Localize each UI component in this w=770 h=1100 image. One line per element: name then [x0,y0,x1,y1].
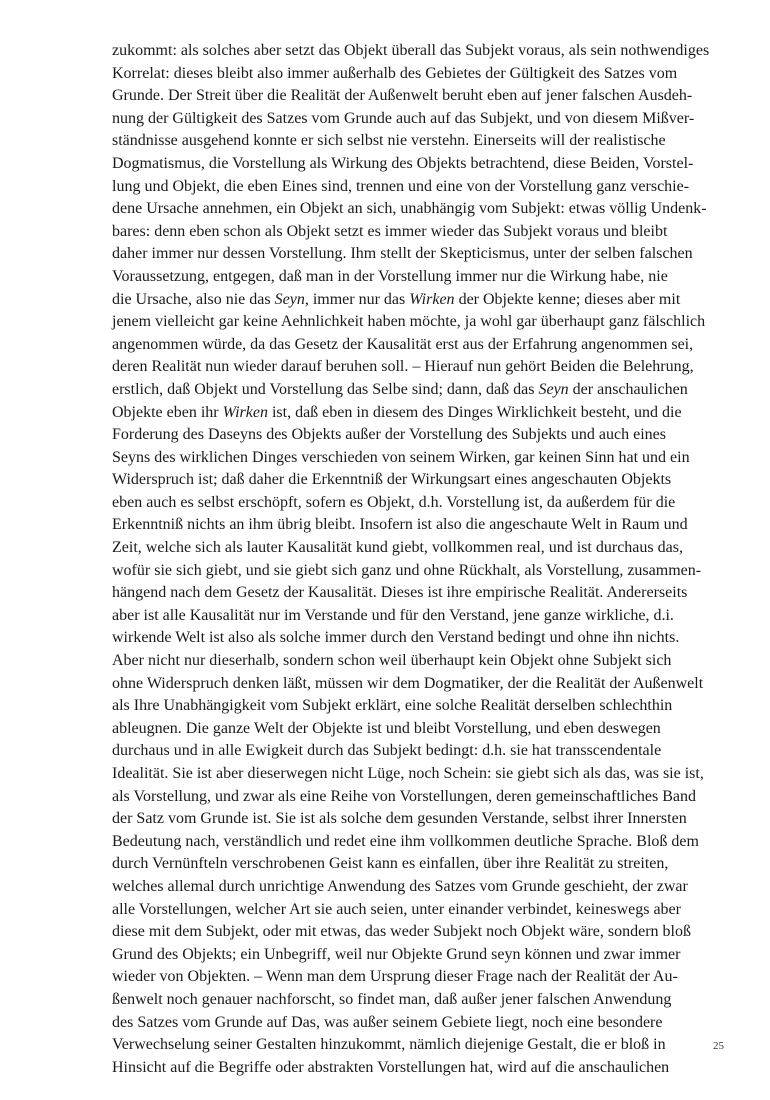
emphasized-word: Seyn [538,380,569,398]
text-line: zukommt: als solches aber setzt das Objekt überall das Subjekt voraus, als sein nothwendiges [112,42,710,59]
emphasized-word: Wirken [409,290,455,308]
text-line: Grunde. Der Streit über die Realität der Außenwelt beruht eben auf jener falschen Ausdeh- [112,87,693,105]
text-line: deren Realität nun wieder darauf beruhen soll. – Hierauf nun gehört Beiden die Belehrung, [112,358,694,376]
text-line: eben auch es selbst erschöpft, sofern es Objekt, d.h. Vorstellung ist, da außerdem für die [112,493,676,511]
text-line: ßenwelt noch genauer nachforscht, so findet man, daß außer jener falschen Anwendung [112,990,672,1008]
text-line: Forderung des Daseyns des Objekts außer der Vorstellung des Subjekts und auch eines [112,426,666,444]
text-line: Seyns des wirklichen Dinges verschieden von seinem Wirken, gar keinen Sinn hat und ein [112,448,690,466]
text-line: Objekte eben ihr Wirken ist, daß eben in diesem des Dinges Wirklichkeit besteht, und die [112,403,682,421]
text-line: Hinsicht auf die Begriffe oder abstrakten Vorstellungen hat, wird auf die anschaulichen [112,1058,670,1076]
emphasized-word: Seyn [274,290,305,308]
page-number: 25 [713,1040,724,1052]
text-line: Verwechselung seiner Gestalten hinzukommt, nämlich diejenige Gestalt, die er bloß in [112,1036,666,1054]
text-line: Widerspruch ist; daß daher die Erkenntniß der Wirkungsart eines angeschauten Objekts [112,471,672,489]
text-line: Idealität. Sie ist aber dieserwegen nicht Lüge, noch Schein: sie giebt sich als das, was sie ist, [112,765,704,782]
text-line: als Ihre Unabhängigkeit vom Subjekt erklärt, eine solche Realität derselben schlechthin [112,697,673,715]
text-line: wofür sie sich giebt, und sie giebt sich ganz und ohne Rückhalt, als Vorstellung, zusammen- [112,561,702,579]
text-line: bares: denn eben schon als Objekt setzt es immer wieder das Subjekt voraus und bleibt [112,222,668,240]
body-text [112,40,710,1079]
text-line: Bedeutung nach, verständlich und redet eine ihm vollkommen deutliche Sprache. Bloß dem [112,832,699,850]
text-line: wirkende Welt ist also als solche immer durch den Verstand bedingt und ohne ihn nichts. [112,629,680,647]
text-line: Korrelat: dieses bleibt also immer außerhalb des Gebietes der Gültigkeit des Satzes vom [112,64,678,82]
text-line: erstlich, daß Objekt und Vorstellung das Selbe sind; dann, daß das Seyn der anschaulichen [112,380,688,398]
text-line: daher immer nur dessen Vorstellung. Ihm stellt der Skepticismus, unter der selben falschen [112,245,693,263]
text-line: angenommen würde, da das Gesetz der Kausalität erst aus der Erfahrung angenommen sei, [112,335,694,353]
text-line: ableugnen. Die ganze Welt der Objekte ist und bleibt Vorstellung, und eben deswegen [112,719,661,737]
text-line: ohne Widerspruch denken läßt, müssen wir dem Dogmatiker, der die Realität der Außenwelt [112,674,704,692]
text-line: die Ursache, also nie das Seyn, immer nur das Wirken der Objekte kenne; dieses aber mit [112,290,681,308]
text-line: Zeit, welche sich als lauter Kausalität kund giebt, vollkommen real, und ist durchaus das, [112,539,683,557]
text-line: des Satzes vom Grunde auf Das, was außer seinem Gebiete liegt, noch eine besondere [112,1013,663,1031]
text-line: wieder von Objekten. – Wenn man dem Ursprung dieser Frage nach der Realität der Au- [112,968,678,986]
text-line: als Vorstellung, und zwar als eine Reihe von Vorstellungen, deren gemeinschaftliches Band [112,787,697,805]
text-line: alle Vorstellungen, welcher Art sie auch seien, unter einander verbindet, keineswegs aber [112,900,681,918]
text-line: dene Ursache annehmen, ein Objekt an sich, unabhängig vom Subjekt: etwas völlig Undenk- [112,200,707,218]
text-line: durch Vernünfteln verschrobenen Geist kann es einfallen, über ihre Realität zu streiten, [112,855,669,873]
text-line: aber ist alle Kausalität nur im Verstande und für den Verstand, jene ganze wirkliche, d.i. [112,606,674,624]
text-line: nung der Gültigkeit des Satzes vom Grunde auch auf das Subjekt, und von diesem Mißver- [112,109,695,127]
text-line: lung und Objekt, die eben Eines sind, trennen und eine von der Vorstellung ganz verschie- [112,177,690,195]
text-line: Voraussetzung, entgegen, daß man in der Vorstellung immer nur die Wirkung habe, nie [112,267,668,285]
text-line: Aber nicht nur dieserhalb, sondern schon weil überhaupt kein Objekt ohne Subjekt sich [112,652,672,670]
text-line: jenem vielleicht gar keine Aehnlichkeit haben möchte, ja wohl gar überhaupt ganz fälschlich [112,313,706,331]
emphasized-word: Wirken [222,403,268,421]
text-line: der Satz vom Grunde ist. Sie ist als solche dem gesunden Verstande, selbst ihrer Innersten [112,810,687,828]
text-line: ständnisse ausgehend konnte er sich selbst nie verstehn. Einerseits will der realistische [112,132,666,150]
text-line: Erkenntniß nichts an ihm übrig bleibt. Insofern ist also die angeschaute Welt in Raum und [112,516,688,534]
text-line: Dogmatismus, die Vorstellung als Wirkung des Objekts betrachtend, diese Beiden, Vorstel- [112,154,694,172]
text-line: hängend nach dem Gesetz der Kausalität. Dieses ist ihre empirische Realität. Andererseits [112,584,688,602]
text-line: welches allemal durch unrichtige Anwendung des Satzes vom Grunde geschieht, der zwar [112,877,688,895]
text-line: diese mit dem Subjekt, oder mit etwas, das weder Subjekt noch Objekt wäre, sondern bloß [112,923,691,941]
text-line: Grund des Objekts; ein Unbegriff, weil nur Objekte Grund seyn können und zwar immer [112,945,681,963]
text-line: durchaus und in alle Ewigkeit durch das Subjekt bedingt: d.h. sie hat transscendentale [112,742,662,760]
